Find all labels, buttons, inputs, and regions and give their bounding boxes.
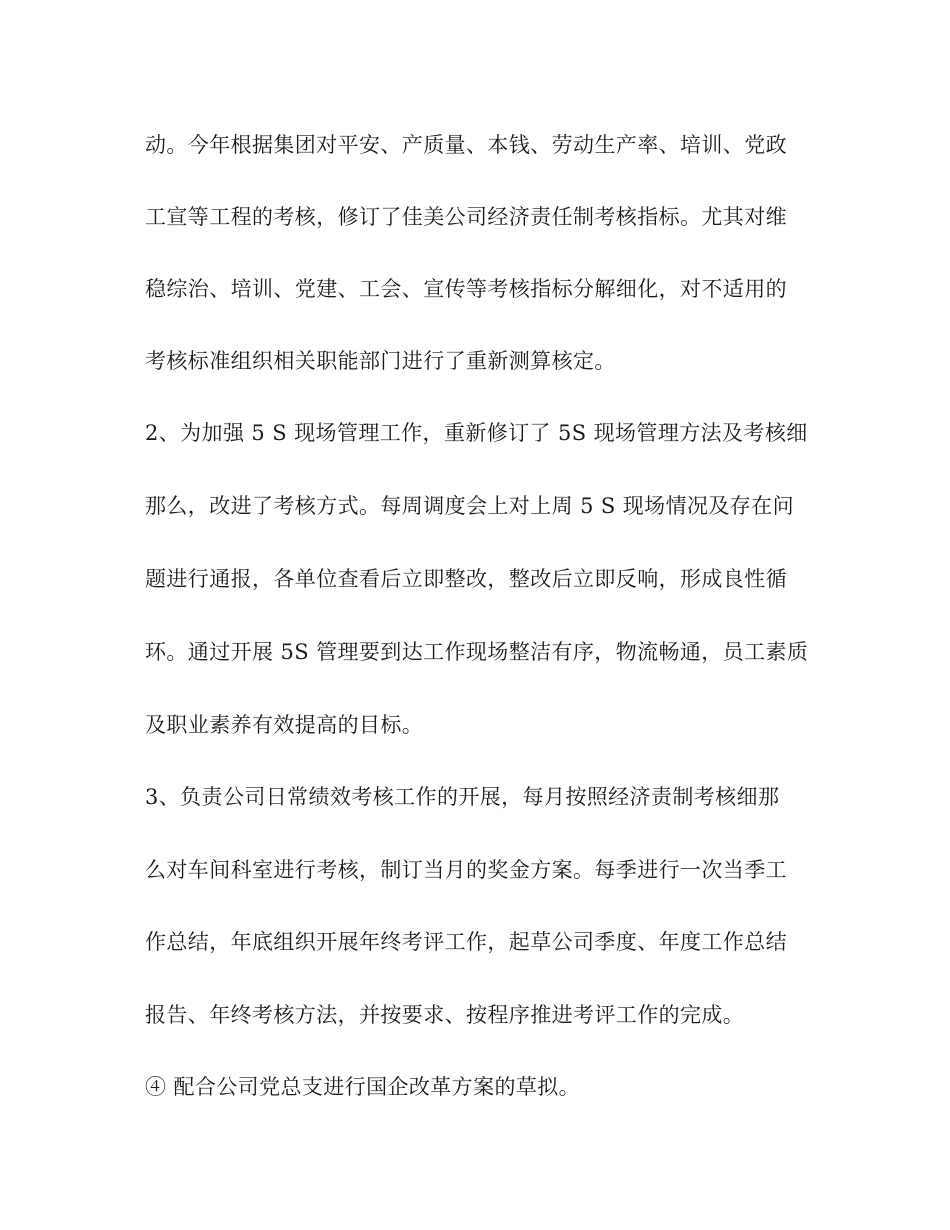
text-line-11: 么对车间科室进行考核，制订当月的奖金方案。每季进行一次当季工 (145, 858, 787, 882)
text-line-1: 动。今年根据集团对平安、产质量、本钱、劳动生产率、培训、党政 (145, 133, 787, 157)
text-line-10: 3、负责公司日常绩效考核工作的开展，每月按照经济责制考核细那 (145, 785, 780, 809)
text-line-7: 题进行通报，各单位查看后立即整改，整改后立即反响，形成良性循 (145, 567, 787, 591)
text-line-13: 报告、年终考核方法，并按要求、按程序推进考评工作的完成。 (145, 1003, 745, 1027)
text-line-2: 工宣等工程的考核，修订了佳美公司经济责任制考核指标。尤其对维 (145, 205, 787, 229)
text-line-4: 考核标准组织相关职能部门进行了重新测算核定。 (145, 349, 616, 373)
text-line-12: 作总结，年底组织开展年终考评工作，起草公司季度、年度工作总结 (145, 930, 787, 954)
text-line-8: 环。通过开展 5S 管理要到达工作现场整洁有序，物流畅通，员工素质 (145, 640, 809, 664)
text-line-3: 稳综治、培训、党建、工会、宣传等考核指标分解细化，对不适用的 (145, 277, 787, 301)
text-line-6: 那么，改进了考核方式。每周调度会上对上周 5 S 现场情况及存在问 (145, 494, 794, 518)
text-line-14: ④ 配合公司党总支进行国企改革方案的草拟。 (145, 1075, 581, 1099)
text-line-5: 2、为加强 5 S 现场管理工作，重新修订了 5S 现场管理方法及考核细 (145, 421, 808, 445)
text-line-9: 及职业素养有效提高的目标。 (145, 713, 424, 737)
